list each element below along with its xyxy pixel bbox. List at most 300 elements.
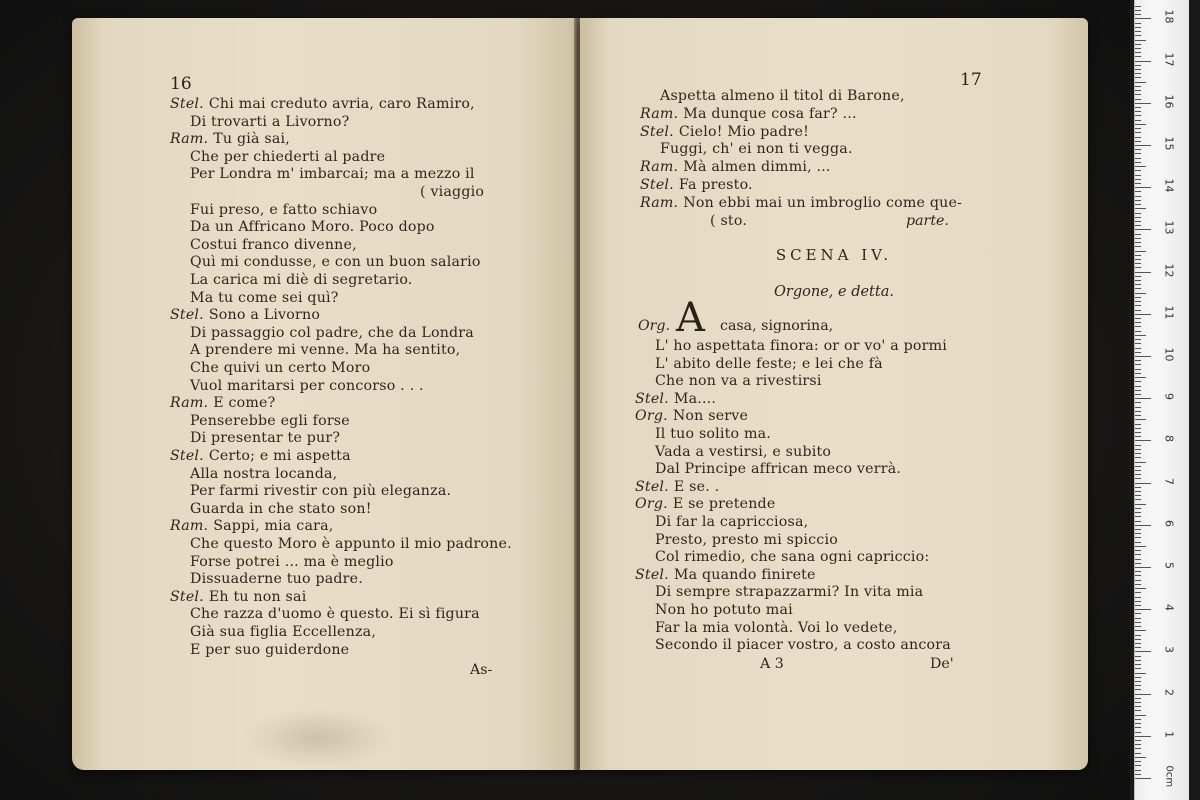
ruler-tick [1135, 208, 1146, 209]
text-line [640, 106, 857, 123]
ruler-tick [1135, 588, 1146, 589]
scene-heading: SCENA IV. [775, 246, 893, 264]
ruler-tick [1135, 744, 1141, 745]
text-line [640, 195, 962, 212]
ruler-tick [1135, 56, 1141, 57]
ruler-tick [1135, 681, 1141, 682]
ruler-tick [1135, 533, 1141, 534]
ruler-tick [1135, 331, 1141, 332]
ruler-number: 7 [1162, 477, 1176, 485]
ruler-tick [1135, 550, 1141, 551]
ruler-tick [1135, 293, 1146, 294]
verse-text: Costui franco divenne, [190, 236, 357, 253]
ruler-tick [1135, 445, 1141, 446]
ruler-tick [1135, 584, 1141, 585]
verse-text: Fa presto. [678, 177, 753, 193]
verse-text: Che razza d'uomo è questo. Ei sì figura [190, 606, 480, 623]
ruler-tick [1135, 597, 1141, 598]
verse-text: Il tuo solito ma. [655, 426, 772, 442]
text-line [190, 325, 474, 342]
ruler-tick [1135, 698, 1141, 699]
ruler-tick [1135, 348, 1141, 349]
ruler-tick [1135, 639, 1141, 640]
speaker-label: Ram. [640, 159, 679, 176]
ruler-tick [1135, 424, 1141, 425]
ruler-tick [1135, 360, 1141, 361]
ruler-tick [1135, 495, 1141, 496]
text-line [190, 219, 435, 236]
verse-text: Chi mai creduto avria, caro Ramiro, [208, 96, 475, 112]
ruler-tick [1135, 213, 1141, 214]
ruler-tick [1135, 322, 1141, 323]
ruler-tick [1135, 221, 1141, 222]
text-line [655, 338, 947, 355]
verse-text: Far la mia volontà. Voi lo vedete, [655, 619, 898, 636]
verse-text: Fuggi, ch' ei non ti vegga. [660, 141, 853, 158]
ruler-tick [1135, 386, 1141, 387]
ruler-tick [1135, 61, 1151, 62]
text-line [190, 466, 337, 483]
ruler-tick [1135, 166, 1146, 167]
exit-note: parte. [906, 213, 949, 229]
text-line [190, 501, 372, 518]
ruler-tick [1135, 529, 1141, 530]
ruler-tick [1135, 137, 1141, 138]
ruler-tick [1135, 715, 1146, 716]
ruler-tick [1135, 419, 1146, 420]
ruler-tick [1135, 702, 1141, 703]
ruler-tick [1135, 736, 1151, 737]
left-page [72, 18, 577, 770]
ruler-number: 6 [1162, 519, 1176, 527]
ruler-tick [1135, 326, 1141, 327]
ruler-tick [1135, 23, 1141, 24]
verse-text: Alla nostra locanda, [190, 465, 338, 482]
text-line [190, 114, 349, 131]
verse-text: E come? [213, 395, 276, 412]
ruler-tick [1135, 52, 1141, 53]
speaker-label: Stel. [170, 307, 204, 324]
ruler-tick [1135, 732, 1141, 733]
drop-cap-speaker: Org. [638, 318, 671, 334]
ruler-tick [1135, 170, 1141, 171]
verse-text: Fui preso, e fatto schiavo [190, 201, 378, 218]
ruler-tick [1135, 778, 1151, 779]
ruler-tick [1135, 94, 1141, 95]
ruler-tick [1135, 466, 1141, 467]
ruler-number: 3 [1162, 646, 1176, 654]
ruler-tick [1135, 18, 1151, 19]
ruler-tick [1135, 415, 1141, 416]
ruler-tick [1135, 111, 1141, 112]
verse-text: Aspetta almeno il titol di Barone, [660, 88, 905, 104]
ruler-tick [1135, 31, 1141, 32]
text-line [655, 637, 951, 654]
text-line [635, 496, 775, 513]
verse-text: ( sto. [710, 212, 748, 229]
ruler-tick [1135, 575, 1141, 576]
speaker-label: Stel. [640, 177, 674, 193]
ruler-tick [1135, 200, 1141, 201]
right-page-number: 17 [960, 70, 982, 90]
ruler-tick [1135, 377, 1146, 378]
ruler-number: 15 [1162, 136, 1176, 151]
ruler-tick [1135, 246, 1141, 247]
ruler-tick [1135, 48, 1141, 49]
ruler-tick [1135, 592, 1141, 593]
speaker-label: Ram. [170, 395, 209, 412]
speaker-label: Stel. [635, 390, 669, 407]
ruler-tick [1135, 158, 1141, 159]
ruler-tick [1135, 297, 1141, 298]
drop-cap-letter: A [676, 295, 705, 341]
ruler-tick [1135, 470, 1141, 471]
text-line [655, 549, 929, 566]
verse-text: Ma tu come sei quì? [190, 289, 339, 306]
verse-text: E per suo guiderdone [190, 641, 350, 658]
ruler-number: 5 [1162, 562, 1176, 569]
ruler-tick [1135, 462, 1146, 463]
verse-text: Quì mi condusse, e con un buon salario [190, 254, 481, 271]
text-line [635, 479, 719, 496]
ruler-number: 17 [1162, 52, 1176, 67]
text-line [635, 567, 816, 584]
ruler-tick [1135, 373, 1141, 374]
text-line [635, 408, 748, 425]
ruler-tick [1135, 765, 1141, 766]
ruler-tick [1135, 242, 1141, 243]
ruler-tick [1135, 107, 1141, 108]
ruler-tick [1135, 6, 1141, 7]
text-line [190, 149, 385, 166]
text-line [190, 430, 340, 447]
ruler-tick [1135, 449, 1141, 450]
text-line [640, 177, 753, 194]
ruler-tick [1135, 668, 1141, 669]
text-line [170, 307, 320, 324]
ruler-tick [1135, 35, 1141, 36]
speaker-label: Stel. [170, 96, 204, 112]
ruler-tick [1135, 318, 1141, 319]
ruler-tick [1135, 314, 1151, 315]
verse-text: Che questo Moro è appunto il mio padrone. [190, 536, 512, 552]
ruler-tick [1135, 175, 1141, 176]
ruler-unit-label: 0cm [1163, 765, 1175, 788]
ruler-tick [1135, 618, 1141, 619]
ruler-tick [1135, 162, 1141, 163]
text-line [170, 589, 306, 606]
ruler-tick [1135, 436, 1141, 437]
ruler-tick [1135, 727, 1141, 728]
text-line [190, 254, 481, 271]
text-line [635, 391, 716, 408]
text-line [190, 571, 363, 588]
text-line [655, 584, 923, 601]
ruler-tick [1135, 90, 1141, 91]
speaker-label: Stel. [635, 478, 669, 495]
ruler-tick [1135, 601, 1141, 602]
ruler-number: 12 [1162, 263, 1176, 278]
text-line [170, 448, 351, 465]
verse-text: Che quivi un certo Moro [190, 360, 371, 376]
ruler-tick [1135, 128, 1141, 129]
verse-text: Mà almen dimmi, ... [683, 159, 831, 176]
ruler-tick [1135, 753, 1141, 754]
text-line [660, 88, 905, 105]
verse-text: Ma quando finirete [673, 566, 816, 583]
ruler-tick [1135, 10, 1141, 11]
ruler-tick [1135, 723, 1141, 724]
ruler-tick [1135, 115, 1141, 116]
ruler-tick [1135, 402, 1141, 403]
ruler-tick [1135, 710, 1141, 711]
verse-text: Forse potrei ... ma è meglio [190, 553, 394, 570]
ruler-tick [1135, 411, 1141, 412]
verse-text: Che per chiederti al padre [190, 148, 386, 165]
ruler-tick [1135, 483, 1151, 484]
text-line [420, 184, 484, 201]
text-line [640, 124, 809, 141]
ruler-tick [1135, 369, 1141, 370]
ruler-tick [1135, 571, 1141, 572]
ruler-number: 4 [1162, 604, 1176, 612]
text-line [190, 554, 394, 571]
verse-text: Per farmi rivestir con più eleganza. [190, 483, 452, 500]
ruler-tick [1135, 689, 1141, 690]
speaker-label: Ram. [170, 518, 209, 535]
ruler-tick [1135, 145, 1151, 146]
ruler-tick [1135, 651, 1151, 652]
ruler-tick [1135, 305, 1141, 306]
right-page [580, 18, 1088, 770]
ruler-tick [1135, 335, 1146, 336]
paper-stain [242, 708, 392, 768]
text-line [190, 166, 475, 183]
ruler-tick [1135, 457, 1141, 458]
ruler-tick [1135, 120, 1141, 121]
ruler-tick [1135, 512, 1141, 513]
text-line [655, 602, 793, 619]
verse-text: ( viaggio [420, 184, 485, 200]
ruler-tick [1135, 694, 1151, 695]
ruler-tick [1135, 343, 1141, 344]
ruler-tick [1135, 748, 1141, 749]
speaker-label: Stel. [170, 448, 204, 464]
ruler-tick [1135, 740, 1141, 741]
ruler-tick [1135, 65, 1141, 66]
ruler-number: 10 [1162, 347, 1176, 362]
ruler-tick [1135, 474, 1141, 475]
ruler-tick [1135, 537, 1141, 538]
ruler-tick [1135, 630, 1146, 631]
ruler-tick [1135, 398, 1151, 399]
ruler-number: 18 [1162, 9, 1176, 24]
speaker-label: Org. [635, 408, 668, 425]
text-line [655, 461, 901, 478]
ruler-tick [1135, 525, 1151, 526]
ruler-tick [1135, 643, 1141, 644]
ruler-number: 1 [1162, 730, 1176, 738]
verse-text: Cielo! Mio padre! [678, 123, 809, 140]
verse-text: L' ho aspettata finora: or or vo' a pormi [655, 338, 947, 354]
drop-cap-line: casa, signorina, [720, 318, 834, 334]
ruler-tick [1135, 141, 1141, 142]
text-line [190, 606, 480, 623]
verse-text: Vuol maritarsi per concorso . . . [190, 377, 424, 394]
ruler-tick [1135, 255, 1141, 256]
verse-text: Di far la capricciosa, [655, 514, 809, 530]
scene-characters: Orgone, e detta. [774, 284, 894, 300]
text-line [190, 642, 349, 659]
text-line [170, 518, 333, 535]
speaker-label: Ram. [640, 105, 679, 122]
verse-text: Di trovarti a Livorno? [190, 113, 350, 130]
ruler-tick [1135, 478, 1141, 479]
ruler-tick [1135, 73, 1141, 74]
ruler-tick [1135, 301, 1141, 302]
ruler-tick [1135, 153, 1141, 154]
verse-text: Sappi, mia cara, [213, 518, 334, 535]
verse-text: Non serve [672, 408, 749, 425]
ruler-tick [1135, 542, 1141, 543]
ruler-tick [1135, 664, 1141, 665]
ruler-tick [1135, 77, 1141, 78]
ruler-tick [1135, 453, 1141, 454]
text-line [655, 514, 808, 531]
ruler-tick [1135, 563, 1141, 564]
ruler-tick [1135, 356, 1151, 357]
ruler-tick [1135, 99, 1141, 100]
ruler-tick [1135, 719, 1141, 720]
text-line [655, 373, 822, 390]
verse-text: Già sua figlia Eccellenza, [190, 624, 377, 640]
verse-text: Non ebbi mai un imbroglio come que- [683, 194, 963, 211]
verse-text: Ma.... [673, 390, 717, 407]
ruler-tick [1135, 381, 1141, 382]
ruler-tick [1135, 259, 1141, 260]
ruler-tick [1135, 284, 1141, 285]
ruler-tick [1135, 267, 1141, 268]
verse-text: Certo; e mi aspetta [208, 448, 351, 464]
left-page-number: 16 [170, 74, 192, 94]
verse-text: Dissuaderne tuo padre. [190, 571, 363, 588]
ruler-number: 16 [1162, 94, 1176, 109]
ruler-tick [1135, 706, 1141, 707]
speaker-label: Stel. [635, 566, 669, 583]
text-line [660, 141, 853, 158]
ruler-tick [1135, 660, 1141, 661]
ruler-tick [1135, 204, 1141, 205]
ruler-tick [1135, 546, 1146, 547]
ruler-tick [1135, 559, 1141, 560]
ruler-tick [1135, 613, 1141, 614]
ruler-tick [1135, 499, 1141, 500]
ruler-tick [1135, 229, 1151, 230]
text-line [190, 342, 460, 359]
ruler-tick [1135, 516, 1141, 517]
verse-text: Presto, presto mi spiccio [655, 531, 838, 548]
left-catchword: As- [470, 662, 493, 678]
verse-text: Di sempre strapazzarmi? In vita mia [655, 584, 924, 601]
verse-text: Sono a Livorno [208, 307, 321, 324]
ruler-tick [1135, 364, 1141, 365]
ruler-tick [1135, 69, 1141, 70]
ruler-tick [1135, 225, 1141, 226]
verse-text: Eh tu non sai [208, 588, 307, 605]
measuring-ruler [1134, 0, 1189, 800]
text-line [170, 96, 475, 113]
text-line [655, 620, 897, 637]
text-line [190, 536, 512, 553]
ruler-tick [1135, 508, 1141, 509]
ruler-tick [1135, 521, 1141, 522]
ruler-tick [1135, 86, 1141, 87]
ruler-tick [1135, 191, 1141, 192]
ruler-tick [1135, 339, 1141, 340]
ruler-tick [1135, 179, 1141, 180]
ruler-number: 13 [1162, 220, 1176, 235]
verse-text: Secondo il piacer vostro, a costo ancora [655, 637, 951, 654]
ruler-tick [1135, 124, 1146, 125]
ruler-tick [1135, 647, 1141, 648]
ruler-tick [1135, 103, 1151, 104]
verse-text: Vada a vestirsi, e subito [655, 443, 832, 460]
ruler-tick [1135, 609, 1151, 610]
ruler-tick [1135, 685, 1141, 686]
ruler-tick [1135, 187, 1151, 188]
ruler-tick [1135, 774, 1141, 775]
ruler-tick [1135, 132, 1141, 133]
ruler-number: 9 [1162, 393, 1176, 401]
verse-text: Che non va a rivestirsi [655, 373, 822, 390]
speaker-label: Stel. [170, 588, 204, 605]
ruler-tick [1135, 394, 1141, 395]
ruler-tick [1135, 27, 1141, 28]
text-line [190, 360, 370, 377]
ruler-tick [1135, 263, 1141, 264]
text-line [710, 213, 747, 230]
ruler-tick [1135, 196, 1141, 197]
verse-text: A prendere mi venne. Ma ha sentito, [190, 342, 461, 359]
ruler-tick [1135, 280, 1141, 281]
text-line [190, 202, 377, 219]
ruler-tick [1135, 504, 1146, 505]
ruler-tick [1135, 352, 1141, 353]
text-line [190, 290, 339, 307]
ruler-tick [1135, 251, 1146, 252]
ruler-tick [1135, 432, 1141, 433]
ruler-tick [1135, 677, 1141, 678]
ruler-tick [1135, 673, 1146, 674]
verse-text: La carica mi diè di segretario. [190, 272, 413, 288]
ruler-tick [1135, 288, 1141, 289]
verse-text: Non ho potuto mai [655, 602, 793, 618]
speaker-label: Ram. [170, 131, 209, 148]
text-line [170, 131, 290, 148]
ruler-tick [1135, 14, 1141, 15]
text-line [655, 532, 838, 549]
ruler-tick [1135, 440, 1151, 441]
verse-text: Di passaggio col padre, che da Londra [190, 324, 474, 341]
ruler-tick [1135, 622, 1141, 623]
ruler-tick [1135, 276, 1141, 277]
ruler-tick [1135, 770, 1141, 771]
ruler-tick [1135, 757, 1146, 758]
text-line [190, 237, 357, 254]
text-line [655, 426, 771, 443]
verse-text: Di presentar te pur? [190, 430, 341, 447]
ruler-tick [1135, 635, 1141, 636]
